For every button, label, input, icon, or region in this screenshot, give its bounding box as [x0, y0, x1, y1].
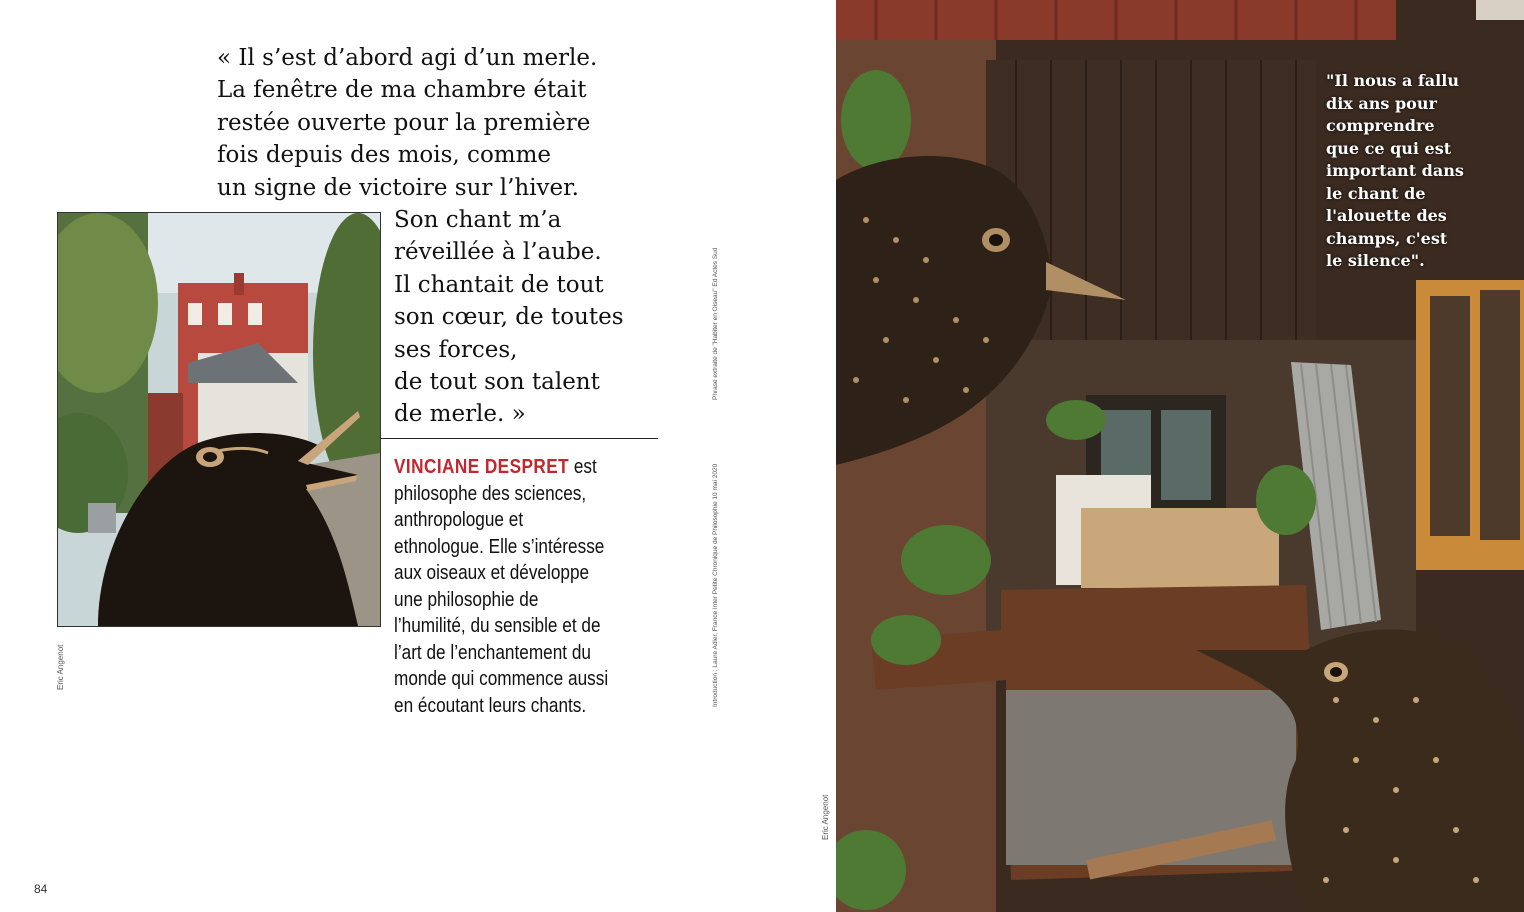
quote-line: restée ouverte pour la première [217, 109, 591, 136]
bio-line: monde qui commence aussi [394, 668, 609, 690]
caption-line: le silence". [1326, 251, 1425, 270]
quote-block-side [394, 204, 664, 431]
caption-line: "Il nous a fallu [1326, 71, 1459, 90]
photo-credit-left: Eric Angenot [56, 644, 65, 690]
photo-illustration [58, 213, 380, 626]
blackbird-courtyard-photo [57, 212, 381, 627]
quote-line: de merle. » [394, 401, 526, 428]
bio-line: anthropologue et [394, 509, 524, 531]
divider-rule [380, 438, 658, 439]
quote-line: réveillée à l’aube. [394, 239, 602, 266]
caption-line: dix ans pour [1326, 93, 1437, 113]
photo-credit-right: Eric Angenot [821, 794, 830, 840]
quote-line: son cœur, de toutes [394, 304, 624, 331]
photo-caption [1326, 70, 1506, 273]
bio-line: l’humilité, du sensible et de [394, 615, 601, 637]
quote-line: de tout son talent [394, 369, 600, 396]
caption-line: que ce qui est [1326, 138, 1452, 158]
caption-line: le chant de [1326, 183, 1426, 203]
bio-first-line [394, 454, 621, 481]
quote-line: fois depuis des mois, comme [217, 142, 552, 169]
author-bio [394, 454, 658, 719]
caption-line: champs, c'est [1326, 228, 1448, 248]
quote-line: Il chantait de tout [394, 271, 604, 298]
quote-line: Son chant m’a [394, 207, 562, 233]
bio-line: une philosophie de [394, 588, 539, 611]
bio-line: philosophe des sciences, [394, 482, 587, 505]
page-number: 84 [34, 882, 48, 896]
caption-line: l'alouette des [1326, 206, 1447, 225]
caption-line: comprendre [1326, 116, 1435, 135]
bio-first-line-rest: est [569, 456, 597, 478]
source-credit-phrase: Phrase extraite de "Habiter en Oiseau" Ed Actes Sud [712, 247, 719, 400]
source-credit-intro: Introduction : Laure Adler, France Inter Petite Chronique de Philosophie 10 mai 2020 [712, 463, 719, 707]
quote-line: ses forces, [394, 336, 518, 363]
author-name: VINCIANE DESPRET [394, 456, 570, 478]
bio-line: ethnologue. Elle s’intéresse [394, 535, 605, 558]
quote-line: un signe de victoire sur l’hiver. [217, 174, 579, 201]
bio-line: aux oiseaux et développe [394, 562, 590, 584]
right-page-photo [836, 0, 1524, 912]
quote-block-top [217, 42, 657, 204]
quote-line: « Il s’est d’abord agi d’un merle. [217, 45, 598, 71]
bio-line: l’art de l’enchantement du [394, 641, 591, 664]
bio-line: en écoutant leurs chants. [394, 694, 587, 717]
quote-line: La fenêtre de ma chambre était [217, 77, 587, 104]
caption-line: important dans [1326, 161, 1464, 180]
